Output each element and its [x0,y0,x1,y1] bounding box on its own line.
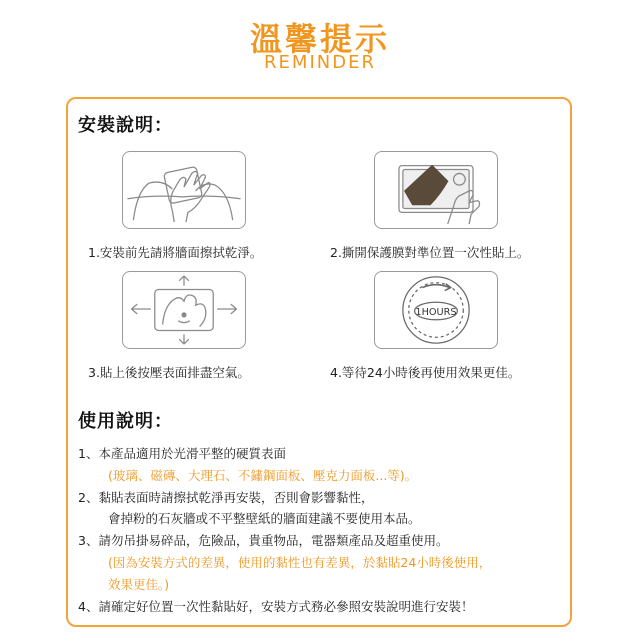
usage-line: 會掉粉的石灰牆或不平整壁紙的牆面建議不要使用本品。 [108,511,421,527]
page-title: 溫馨提示 [249,20,390,58]
usage-line: 效果更佳。) [108,576,170,592]
clock-icon [374,271,498,349]
press-surface-icon [122,271,246,349]
page-subtitle: REMINDER [264,52,376,73]
usage-list [78,443,568,617]
clock-label: 1HOURS [415,306,457,318]
usage-line: 2、黏貼表面時請擦拭乾淨再安裝，否則會影響黏性， [78,489,374,505]
reminder-card [66,97,572,627]
usage-line: 4、請確定好位置一次性黏貼好，安裝方式務必參照安裝說明進行安裝！ [78,598,474,614]
usage-line: 3、請勿吊掛易碎品，危險品，貴重物品，電器類產品及超重使用。 [78,533,449,549]
wipe-wall-icon [122,151,246,229]
peel-film-icon [374,151,498,229]
installation-heading: 安裝說明： [78,115,173,136]
step-1-caption: 1.安裝前先請將牆面擦拭乾淨。 [88,245,263,260]
usage-line: 1、本產品適用於光滑平整的硬質表面 [78,446,286,461]
step-3-caption: 3.貼上後按壓表面排盡空氣。 [88,365,250,380]
step-2-caption: 2.撕開保護膜對準位置一次性貼上。 [330,245,530,260]
step-4-caption: 4.等待24小時後再使用效果更佳。 [330,365,521,380]
usage-heading: 使用說明： [78,411,173,432]
usage-line: (因為安裝方式的差異，使用的黏性也有差異，於黏貼24小時後使用， [108,554,492,570]
usage-line: (玻璃、磁磚、大理石、不鏽鋼面板、壓克力面板...等)。 [108,467,418,483]
